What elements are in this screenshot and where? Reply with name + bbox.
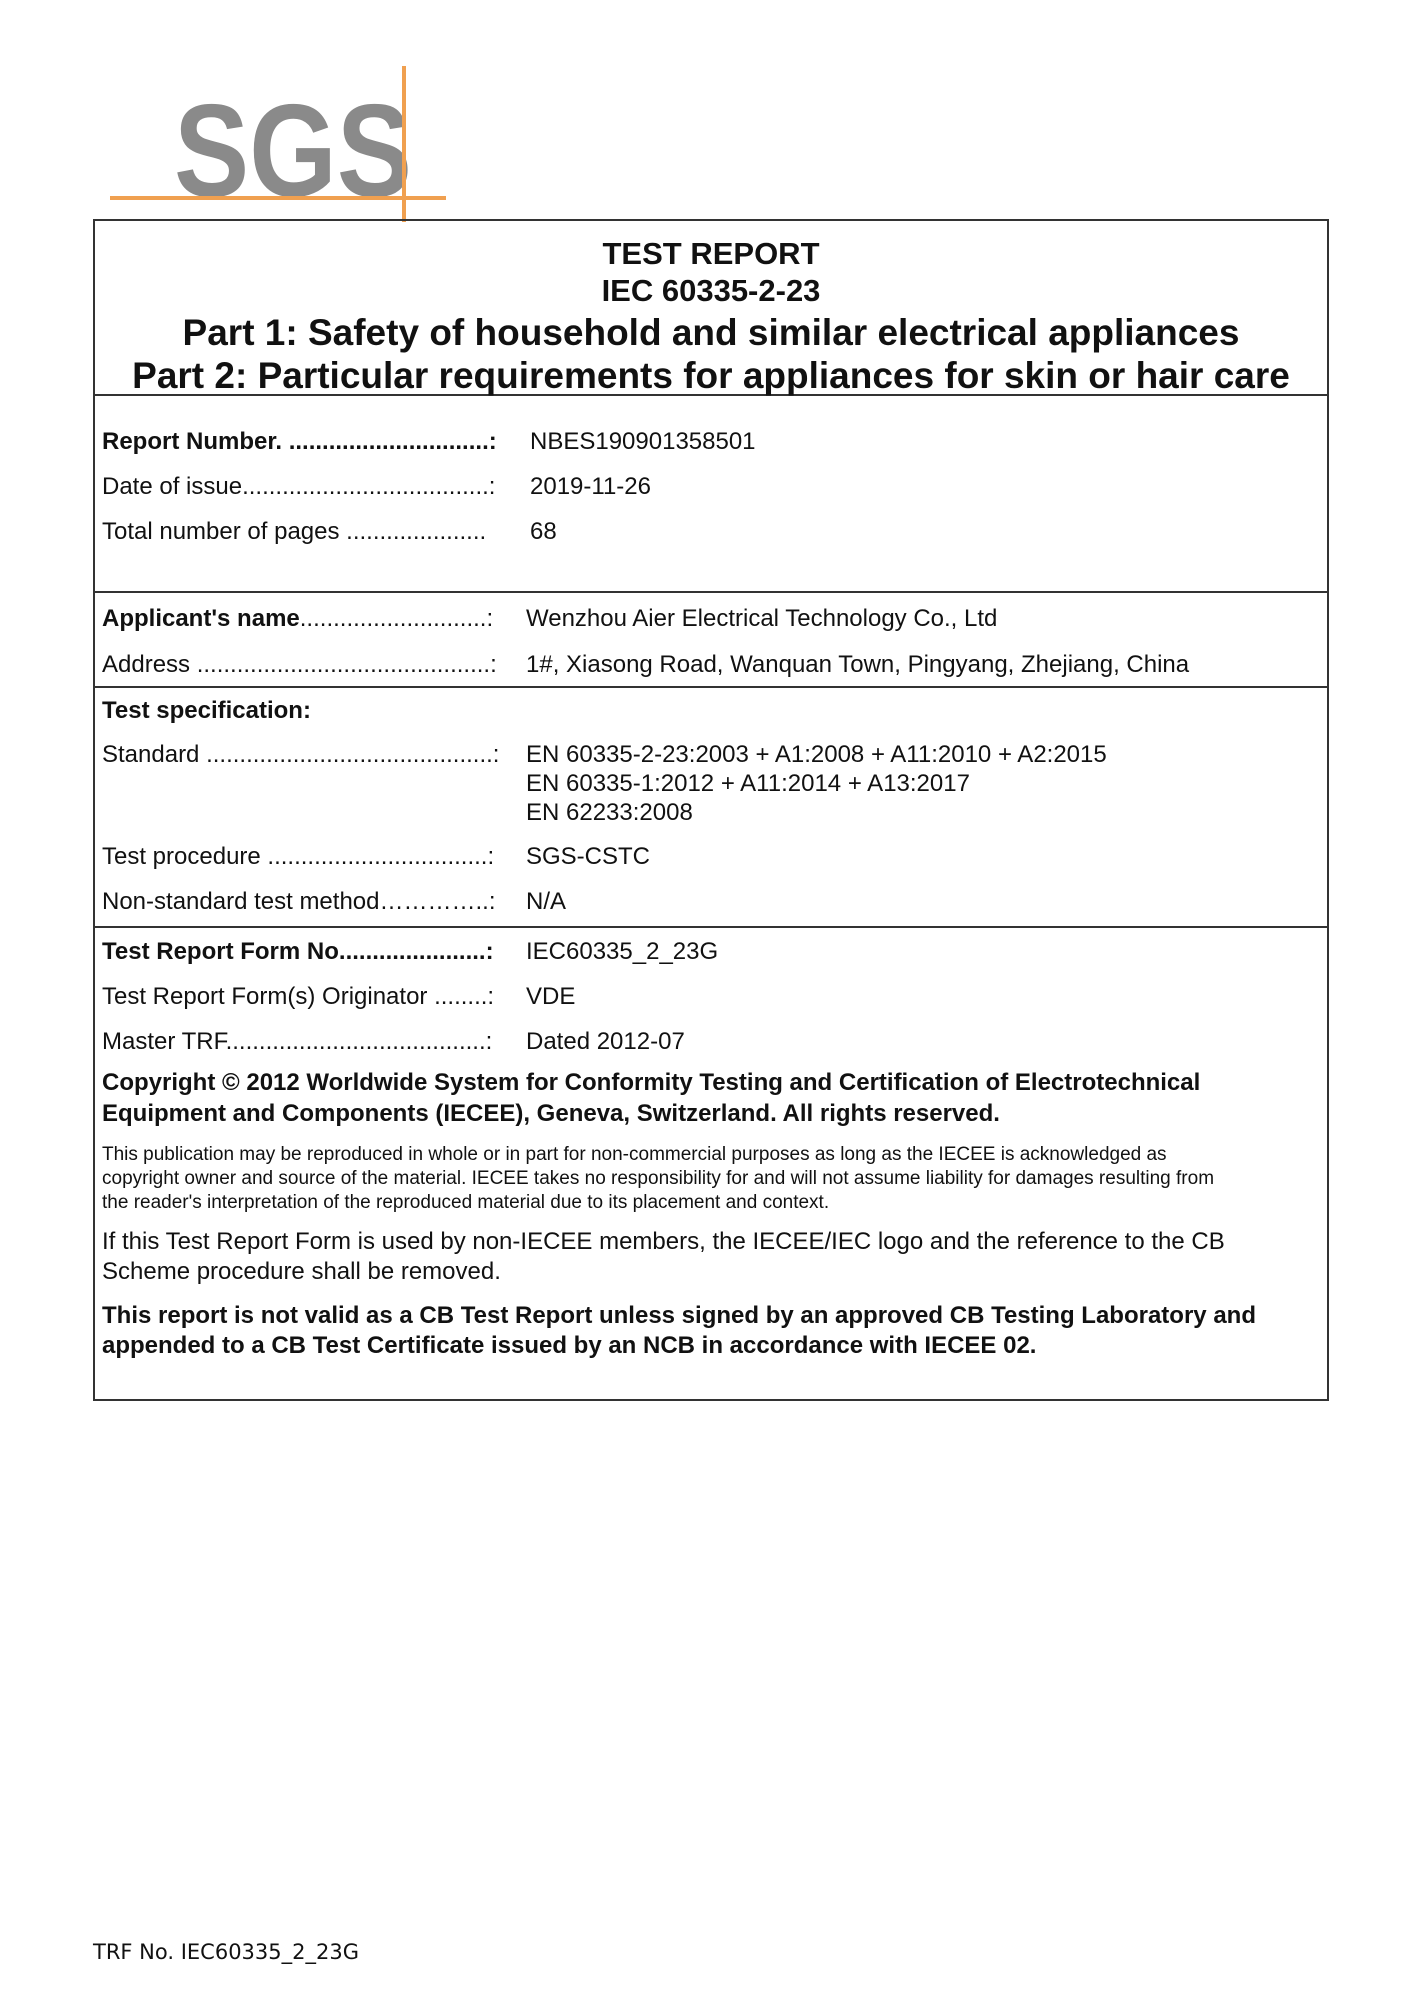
warning-line: appended to a CB Test Certificate issued by an NCB in accordance with IECEE 02. [102,1332,1037,1359]
trf-originator-row [102,982,1311,1012]
nonstandard-row [102,887,1327,917]
report-number-value: NBES190901358501 [530,428,756,455]
master-trf-row [102,1027,1311,1057]
address-value: 1#, Xiasong Road, Wanquan Town, Pingyang, Zhejiang, China [526,651,1190,678]
procedure-row [102,842,1327,872]
copyright-notice [102,1067,1311,1129]
pages-label: Total number of pages ..................... [102,518,487,545]
title-line1: TEST REPORT [602,236,820,271]
date-label: Date of issue.....................................: [102,473,496,500]
title-line3: Part 1: Safety of household and similar electrical appliances [182,312,1240,353]
non-iecee-note [102,1227,1311,1287]
validity-warning [102,1301,1311,1361]
publication-notice [102,1143,1311,1215]
trf-form-value: IEC60335_2_23G [526,938,719,965]
standard-value: EN 60335-2-23:2003 + A1:2008 + A11:2010 + A2:2015 [526,741,1107,768]
title-line2: IEC 60335-2-23 [601,273,821,308]
procedure-value: SGS-CSTC [526,843,651,870]
report-number-row [102,427,1327,457]
footer-trf-number: TRF No. IEC60335_2_23G [93,1940,359,1964]
procedure-label: Test procedure .................................: [102,843,495,870]
address-row [102,650,1327,680]
standard-value: EN 60335-1:2012 + A11:2014 + A13:2017 [526,770,970,797]
standard-row [102,740,1327,827]
trf-form-row [102,937,1311,967]
note-line: Scheme procedure shall be removed. [102,1258,501,1285]
applicant-name-dots: ............................: [299,605,494,632]
test-spec-heading: Test specification: [102,697,311,724]
publication-line: the reader's interpretation of the reproduced material due to its placement and context. [102,1192,830,1213]
master-trf-value: Dated 2012-07 [526,1028,685,1055]
date-row [102,472,1327,502]
pages-row [102,517,1327,547]
warning-line: This report is not valid as a CB Test Report unless signed by an approved CB Testing Laboratory and [102,1302,1256,1329]
trf-originator-value: VDE [526,983,576,1010]
sgs-logo-text: SGS [174,77,412,224]
publication-line: This publication may be reproduced in whole or in part for non-commercial purposes as long as the IECEE is acknowledged as [102,1144,1167,1165]
applicant-section [95,593,1327,688]
copyright-line: Copyright © 2012 Worldwide System for Conformity Testing and Certification of Electrotechnical [102,1069,1201,1096]
nonstandard-label: Non-standard test method…………..: [102,888,496,915]
trf-form-label: Test Report Form No......................: [102,938,494,965]
master-trf-label: Master TRF.......................................: [102,1028,493,1055]
title-line4: Part 2: Particular requirements for appliances for skin or hair care [132,355,1290,396]
date-value: 2019-11-26 [530,473,651,500]
address-label: Address ............................................: [102,651,497,678]
test-spec-section [95,688,1327,928]
applicant-name-value: Wenzhou Aier Electrical Technology Co., Ltd [526,605,998,632]
trf-originator-label: Test Report Form(s) Originator ........: [102,983,495,1010]
applicant-name-row [102,604,1327,634]
publication-line: copyright owner and source of the material. IECEE takes no responsibility for and will not assume liability for damages resulting from [102,1168,1215,1189]
sgs-logo [108,62,456,232]
standard-values [526,740,1327,827]
standard-value: EN 62233:2008 [526,799,693,826]
report-info-section [95,396,1327,593]
trf-section [95,928,1327,1361]
title-block [95,221,1327,396]
copyright-line: Equipment and Components (IECEE), Geneva, Switzerland. All rights reserved. [102,1100,1000,1127]
report-number-label: Report Number. ..............................: [102,428,497,455]
pages-value: 68 [530,518,557,545]
note-line: If this Test Report Form is used by non-IECEE members, the IECEE/IEC logo and the reference to the CB [102,1228,1225,1255]
applicant-name-label: Applicant's name [102,605,300,632]
report-box [93,219,1329,1401]
nonstandard-value: N/A [526,888,567,915]
applicant-name-label-wrap [102,604,526,634]
standard-label: Standard ...........................................: [102,741,500,768]
